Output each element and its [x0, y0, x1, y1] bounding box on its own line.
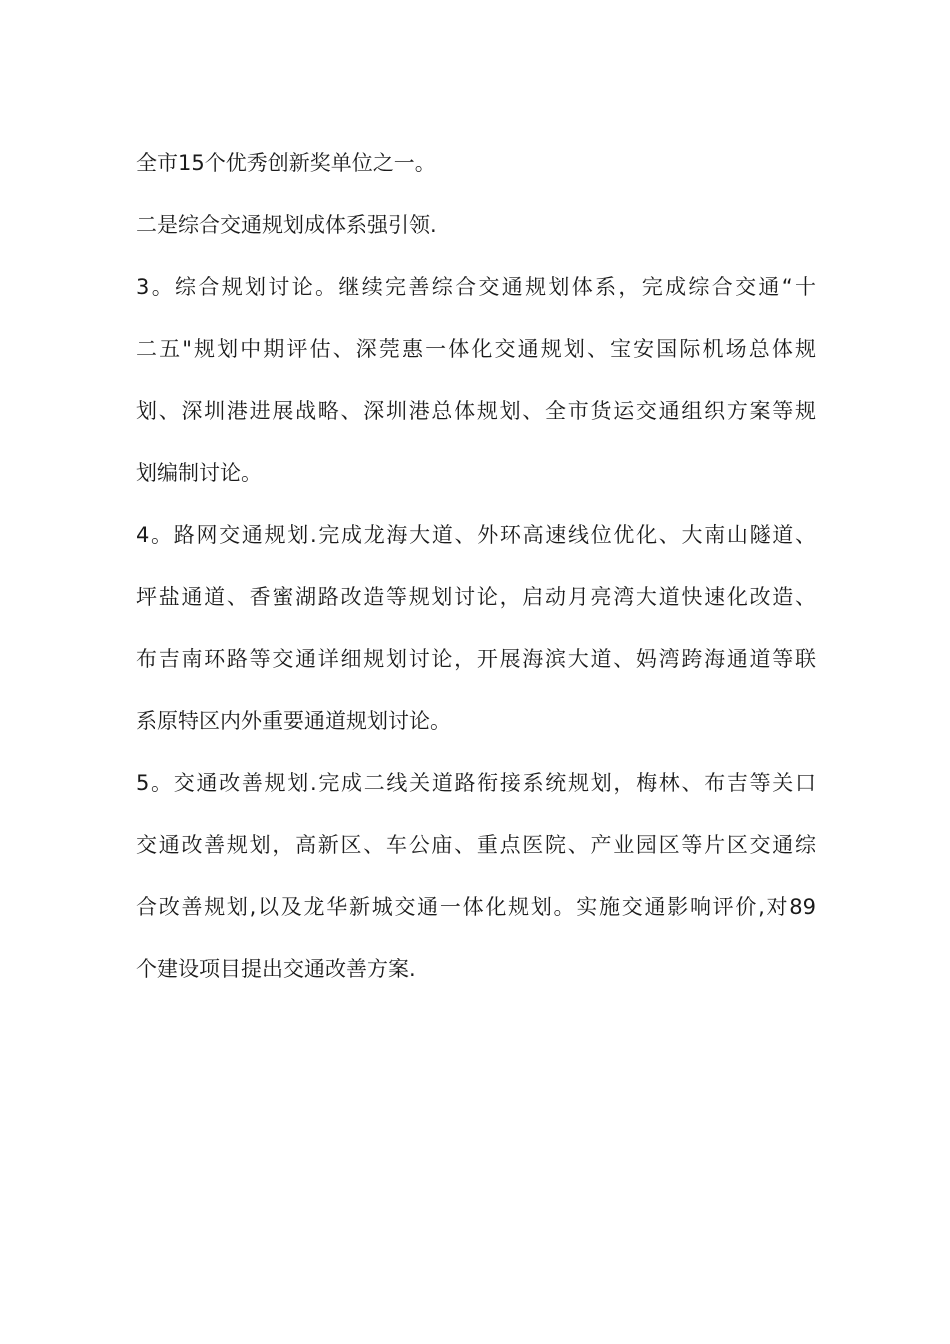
- text-line-1: 全市15个优秀创新奖单位之一。: [136, 151, 436, 175]
- text-line-8: 坪盐通道、香蜜湖路改造等规划讨论，启动月亮湾大道快速化改造、: [136, 585, 816, 609]
- text-line-13: 合改善规划,以及龙华新城交通一体化规划。实施交通影响评价,对89: [136, 895, 816, 919]
- text-line-6: 划编制讨论。: [136, 461, 262, 485]
- text-line-2: 二是综合交通规划成体系强引领.: [136, 213, 437, 237]
- text-line-10: 系原特区内外重要通道规划讨论。: [136, 709, 451, 733]
- text-line-14: 个建设项目提出交通改善方案.: [136, 957, 416, 981]
- text-line-5: 划、深圳港进展战略、深圳港总体规划、全市货运交通组织方案等规: [136, 399, 816, 423]
- text-line-9: 布吉南环路等交通详细规划讨论，开展海滨大道、妈湾跨海通道等联: [136, 647, 816, 671]
- text-line-4: 二五"规划中期评估、深莞惠一体化交通规划、宝安国际机场总体规: [136, 337, 816, 361]
- text-line-7: 4。路网交通规划.完成龙海大道、外环高速线位优化、大南山隧道、: [136, 523, 816, 547]
- document-body: [136, 140, 816, 1008]
- text-line-12: 交通改善规划，高新区、车公庙、重点医院、产业园区等片区交通综: [136, 833, 816, 857]
- text-line-11: 5。交通改善规划.完成二线关道路衔接系统规划，梅林、布吉等关口: [136, 771, 816, 795]
- text-line-3: 3。综合规划讨论。继续完善综合交通规划体系，完成综合交通“十: [136, 275, 816, 299]
